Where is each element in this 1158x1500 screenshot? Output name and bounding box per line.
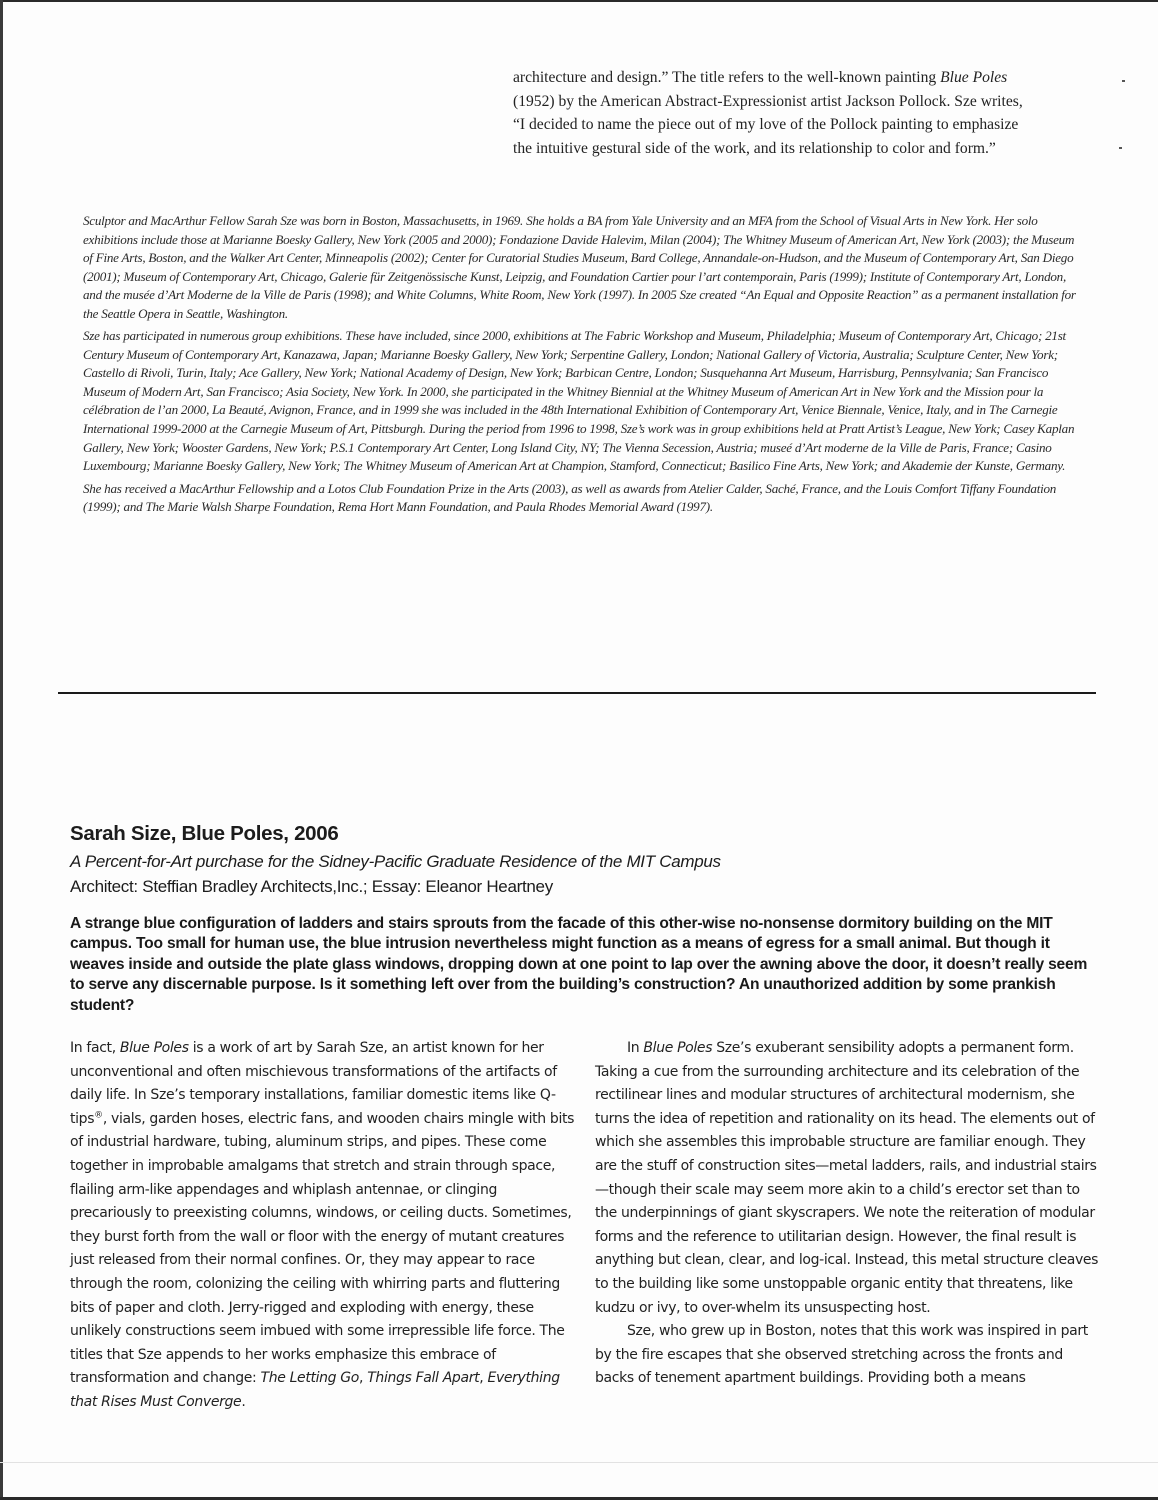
body-column-left [70, 1037, 582, 1415]
artwork-title: Everything that Rises Must Converge [70, 1370, 560, 1410]
body-paragraph: Sze, who grew up in Boston, notes that this work was inspired in part by the fire escapes that she observed stretching across the fronts and backs of tenement apartment buildings. Providing both a means [595, 1323, 1088, 1387]
section-divider [58, 692, 1096, 694]
article-title: Sarah Size, Blue Poles, 2006 [70, 822, 339, 845]
bio-paragraph-awards: She has received a MacArthur Fellowship and a Lotos Club Foundation Prize in the Arts (2003), as well as awards from Atelier Calder, Saché, France, and the Louis Comfort Tiffany Foundation (1999); and The Marie Walsh Sharpe Foundation, Rema Hort Mann Foundation, and Paula Rhodes Memorial Award (1997). [83, 480, 1057, 515]
intro-text-segment: (1952) by the American Abstract-Expressionist artist Jackson Pollock. Sze writes, “I decided to name the piece out of my love of the Pollock painting to emphasize the intuitive gestural side of the work, and its relationship to color and form.” [513, 92, 1023, 157]
text-run: , [359, 1370, 368, 1387]
scan-speck [1122, 80, 1125, 82]
body-paragraph [595, 1037, 1101, 1320]
text-run: In [627, 1040, 644, 1056]
bio-paragraph-solo-exhibitions: Sculptor and MacArthur Fellow Sarah Sze was born in Boston, Massachusetts, in 1969. She holds a BA from Yale University and an MFA from the School of Visual Arts in New York. Her solo exhibitions include those at Marianne Boesky Gallery, New York (2005 and 2000); Fondazione Davide Halevim, Milan (2004); The Whitney Museum of American Art, New York (2003); the Museum of Fine Arts, Boston, and the Walker Art Center, Minneapolis (2002); Center for Curatorial Studies Museum, Bard College, Annandale-on-Hudson, and the Museum of Contemporary Art, San Diego (2001); Museum of Contemporary Art, Chicago, Galerie für Zeitgenössische Kunst, Leipzig, and Foundation Cartier pour l’art contemporain, Paris (1999); Institute of Contemporary Art, London, and the musée d’Art Moderne de la Ville de Paris (1998); and White Columns, White Room, New York (1997). In 2005 Sze created “An Equal and Opposite Reaction” as a permanent installation for the Seattle Opera in Seattle, Washington. [83, 213, 1076, 321]
intro-text-segment: architecture and design.” The title refers to the well-known painting [513, 69, 941, 86]
bio-paragraph-group-exhibitions: Sze has participated in numerous group exhibitions. These have included, since 2000, exhibitions at The Fabric Workshop and Museum, Philadelphia; Museum of Contemporary Art, Chicago; 21st Century Museum of Contemporary Art, Kanazawa, Japan; Marianne Boesky Gallery, New York; Serpentine Gallery, London; National Gallery of Victoria, Australia; Sculpture Center, New York; Castello di Rivoli, Turin, Italy; Ace Gallery, New York; National Academy of Design, New York; Barbican Centre, London; Susquehanna Art Museum, Harrisburg, Pennsylvania; San Francisco Museum of Modern Art, San Francisco; Asia Society, New York. In 2000, she participated in the Whitney Biennial at the Whitney Museum of American Art in New York and the Mission pour la célébration de l’an 2000, La Beauté, Avignon, France, and in 1999 she was included in the 48th International Exhibition of Contemporary Art, Venice Biennale, Venice, Italy, and in The Carnegie International 1999-2000 at the Carnegie Museum of Art, Pittsburgh. During the period from 1996 to 1998, Sze’s work was in group exhibitions held at Pratt Artist’s League, New York; Casey Kaplan Gallery, New York; Wooster Gardens, New York; P.S.1 Contemporary Art Center, Long Island City, NY; The Vienna Secession, Austria; museé d’Art moderne de la Ville de Paris, France; Casino Luxembourg; Marianne Boesky Gallery, New York; The Whitney Museum of American Art at Champion, Stamford, Connecticut; Basilico Fine Arts, New York; and Akademie der Kunste, Germany. [83, 328, 1075, 474]
text-run: , [479, 1370, 488, 1387]
intro-paragraph [513, 66, 1033, 160]
text-run: , vials, garden hoses, electric fans, and wooden chairs mingle with bits of industrial hardware, tubing, aluminum strips, and pipes. These come together in improbable amalgams that stretch and strain through space, flailing arm-like appendages and whiplash antennae, or clinging precariously to preexisting columns, windows, or ceiling ducts. Sometimes, they burst forth from the wall or floor with the energy of mutant creatures just released from their normal confines. Or, they may appear to race through the room, colonizing the ceiling with whirring parts and fluttering bits of paper and cloth. Jerry-rigged and exploding with energy, these unlikely constructions seem imbued with some irrepressible life force. The titles that Sze appends to her works emphasize this embrace of transformation and change: [70, 1110, 575, 1387]
artist-biography [83, 212, 1083, 521]
body-paragraph [70, 1037, 582, 1415]
text-run: In fact, [70, 1040, 120, 1056]
text-run: Sze’s exuberant sensibility adopts a permanent form. Taking a cue from the surrounding architecture and its celebration of the rectilinear lines and modular structures of architectural modernism, she turns the idea of repetition and rationality on its head. The elements out of which she assembles this improbable structure are familiar enough. They are the stuff of construction sites—metal ladders, rails, and industrial stairs—though their scale may seem more akin to a child’s erector set than to the underpinnings of giant skyscrapers. We note the reiteration of modular forms and the reference to utilitarian design. However, the final result is anything but clean, clear, and log-ical. Instead, this metal structure cleaves to the building like some unstoppable organic entity that threatens, like kudzu or ivy, to over-whelm its unsuspecting host. [595, 1040, 1099, 1316]
artwork-title: Things Fall Apart [367, 1370, 480, 1387]
scan-speck [1119, 147, 1122, 149]
artwork-title: Blue Poles [643, 1040, 713, 1056]
body-column-right [595, 1037, 1101, 1391]
scan-edge-top [0, 0, 1158, 2]
article-header [70, 821, 1110, 899]
article-subtitle: A Percent-for-Art purchase for the Sidney-Pacific Graduate Residence of the MIT Campus [70, 852, 721, 871]
painting-title: Blue Poles [940, 69, 1008, 86]
scan-fold-line [0, 1462, 1158, 1463]
registered-mark: ® [94, 1110, 103, 1121]
text-run: . [241, 1393, 246, 1410]
scan-edge-left [0, 0, 3, 1500]
article-lede: A strange blue configuration of ladders and stairs sprouts from the facade of this other-wise no-nonsense dormitory building on the MIT campus. Too small for human use, the blue intrusion nevertheless might function as a means of egress for a small animal. But though it weaves inside and outside the plate glass windows, dropping down at one point to lap over the awning above the door, it doesn’t really seem to serve any discernable purpose. Is it something left over from the building’s construction? An unauthorized addition by some prankish student? [70, 915, 1088, 1014]
text-run: is a work of art by Sarah Sze, an artist known for her unconventional and often mischievous transformations of the artifacts of daily life. In Sze’s temporary installations, familiar domestic items like Q-tips [70, 1040, 557, 1127]
article-credits: Architect: Steffian Bradley Architects,Inc.; Essay: Eleanor Heartney [70, 877, 553, 896]
intro-text [513, 66, 1033, 160]
artwork-title: The Letting Go [260, 1370, 360, 1387]
artwork-title: Blue Poles [119, 1040, 189, 1056]
